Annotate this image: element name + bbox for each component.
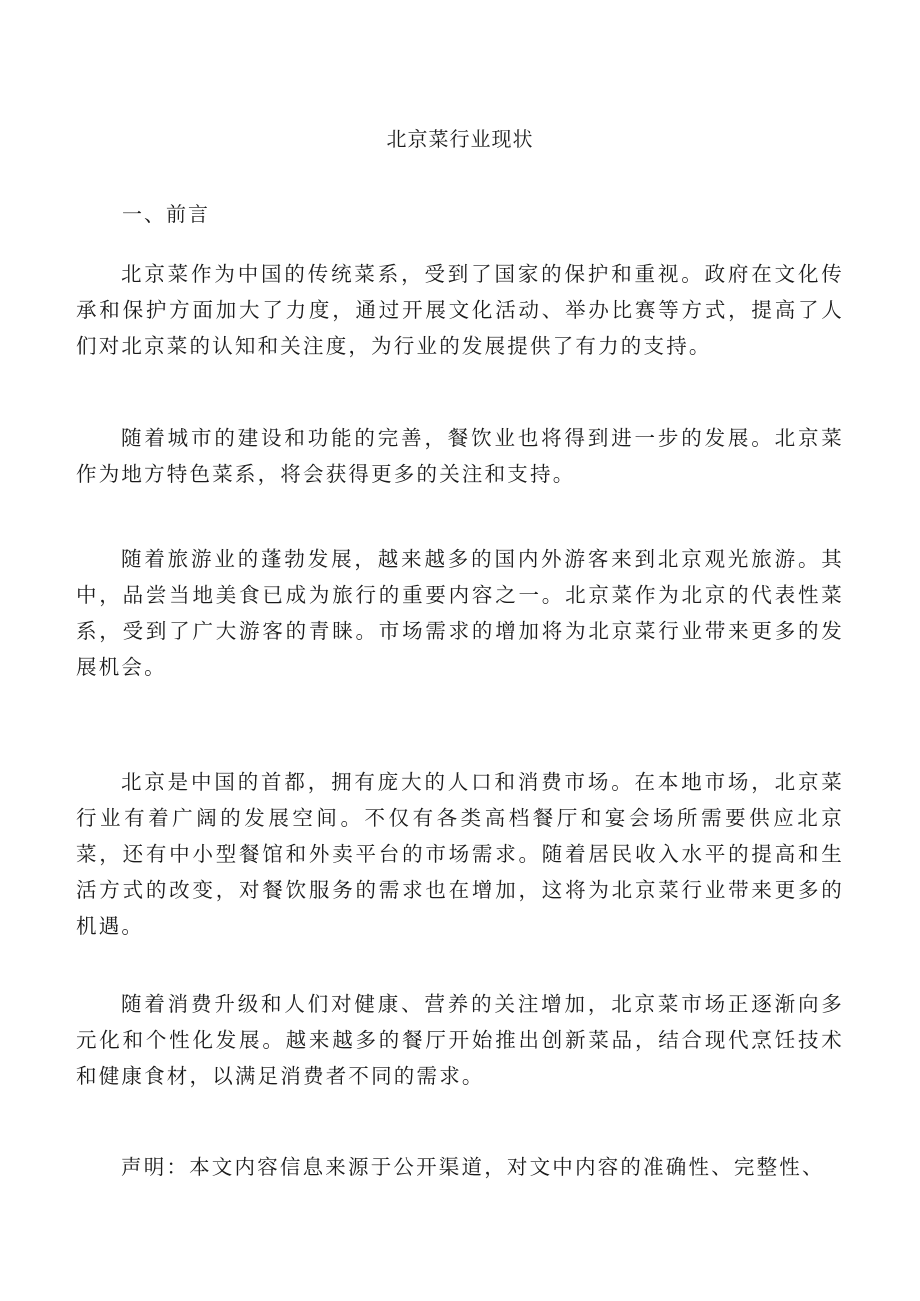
section-heading: 一、前言: [122, 202, 210, 226]
paragraph: 北京是中国的首都，拥有庞大的人口和消费市场。在本地市场，北京菜行业有着广阔的发展空间。不仅有各类高档餐厅和宴会场所需要供应北京菜，还有中小型餐馆和外卖平台的市场需求。随着居民收入水平的提高和生活方式的改变，对餐饮服务的需求也在增加，这将为北京菜行业带来更多的机遇。: [76, 770, 844, 938]
disclaimer-paragraph: 声明：本文内容信息来源于公开渠道，对文中内容的准确性、完整性、: [121, 1155, 825, 1179]
page-title: 北京菜行业现状: [386, 127, 534, 151]
paragraph: 随着消费升级和人们对健康、营养的关注增加，北京菜市场正逐渐向多元化和个性化发展。越来越多的餐厅开始推出创新菜品，结合现代烹饪技术和健康食材，以满足消费者不同的需求。: [76, 992, 844, 1088]
paragraph: 随着城市的建设和功能的完善，餐饮业也将得到进一步的发展。北京菜作为地方特色菜系，将会获得更多的关注和支持。: [76, 426, 844, 486]
paragraph: 北京菜作为中国的传统菜系，受到了国家的保护和重视。政府在文化传承和保护方面加大了力度，通过开展文化活动、举办比赛等方式，提高了人们对北京菜的认知和关注度，为行业的发展提供了有力的支持。: [76, 262, 844, 358]
paragraph: 随着旅游业的蓬勃发展，越来越多的国内外游客来到北京观光旅游。其中，品尝当地美食已成为旅行的重要内容之一。北京菜作为北京的代表性菜系，受到了广大游客的青睐。市场需求的增加将为北京菜行业带来更多的发展机会。: [76, 547, 844, 679]
